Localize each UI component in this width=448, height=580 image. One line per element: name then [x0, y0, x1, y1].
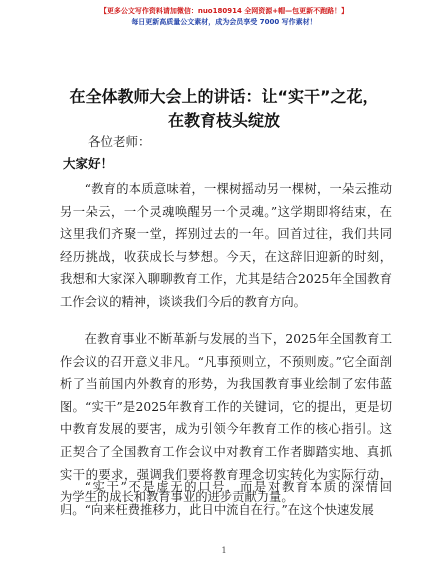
- paragraph-3: “实干”不是虚无的口号，而是对教育本质的深情回归。“向来枉费推移力，此日中流自在行。”在这个快速发展: [60, 480, 392, 517]
- paragraph-1: “教育的本质意味着，一棵树摇动另一棵树，一朵云推动另一朵云，一个灵魂唤醒另一个灵魂。”这学期即将结束，在这里我们齐聚一堂，挥别过去的一年。回首过往，我们共同经历挑战，收获成长与梦想。今天，在这辞旧迎新的时刻，我想和大家深入聊聊教育工作，尤其是结合2025年全国教育工作会议的精神，谈谈我们今后的教育方向。: [60, 182, 392, 309]
- banner-line-1: 【更多公文写作资料请加微信：nuo180914 全网资源+帽—包更新不跑路！】: [99, 7, 349, 15]
- title-line-2: 在教育枝头绽放: [167, 111, 280, 130]
- salutation: 各位老师：: [88, 134, 151, 149]
- title-line-1: 在全体教师大会上的讲话：让“实干”之花，: [69, 87, 379, 106]
- promo-banner: [0, 6, 448, 28]
- greeting: 大家好！: [63, 156, 114, 171]
- document-title: [0, 85, 448, 133]
- page-number: 1: [221, 546, 227, 555]
- paragraph-2: 在教育事业不断革新与发展的当下，2025年全国教育工作会议的召开意义非凡。“凡事预则立，不预则废。”它全面剖析了当前国内外教育的形势，为我国教育事业绘制了宏伟蓝图。“实干”是2025年教育工作的关键词，它的提出，更是切中教育发展的要害，成为引领今年教育工作的核心指引。这正契合了全国教育工作会议中对教育工作者脚踏实地、真抓实干的要求，强调我们要将教育理念切实转化为实际行动，为学生的成长和教育事业的进步贡献力量。: [60, 332, 392, 505]
- banner-line-2: 每日更新高质量公文素材，成为会员享受 7000 写作素材！: [131, 18, 317, 26]
